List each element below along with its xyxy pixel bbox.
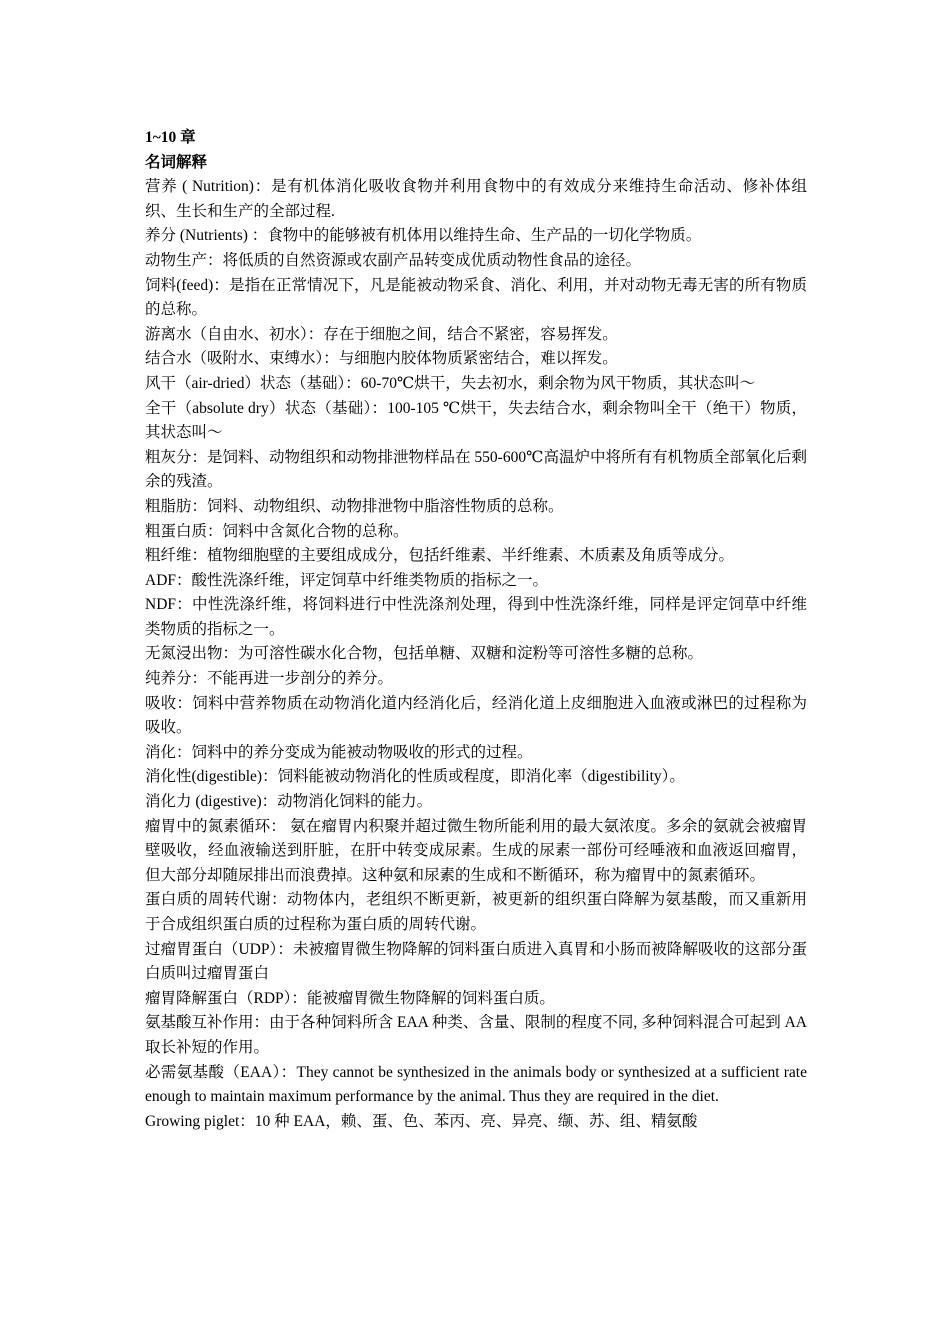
definition-growing-piglet: Growing piglet：10 种 EAA，赖、蛋、色、苯丙、亮、异亮、缬、苏、组、精氨酸 [145, 1112, 698, 1130]
definition-crude-fat: 粗脂肪：饲料、动物组织、动物排泄物中脂溶性物质的总称。 [145, 497, 564, 515]
definition-protein-turnover: 蛋白质的周转代谢：动物体内，老组织不断更新，被更新的组织蛋白降解为氨基酸，而又重新用于合成组织蛋白质的过程称为蛋白质的周转代谢。 [145, 891, 807, 933]
definition-udp: 过瘤胃蛋白（UDP）：未被瘤胃微生物降解的饲料蛋白质进入真胃和小肠而被降解吸收的这部分蛋白质叫过瘤胃蛋白 [145, 940, 807, 983]
definition-digestive: 消化力 (digestive)：动物消化饲料的能力。 [145, 793, 433, 811]
definition-digestion: 消化：饲料中的养分变成为能被动物吸收的形式的过程。 [145, 743, 533, 761]
definition-ndf: NDF：中性洗涤纤维，将饲料进行中性洗涤剂处理，得到中性洗涤纤维，同样是评定饲草中纤维类物质的指标之一。 [145, 596, 807, 638]
definitions-list [145, 175, 807, 1134]
definition-bound-water: 结合水（吸附水、束缚水）：与细胞内胶体物质紧密结合，难以挥发。 [145, 350, 618, 368]
definition-animal-production: 动物生产：将低质的自然资源或农副产品转变成优质动物性食品的途径。 [145, 251, 642, 269]
definition-nfe: 无氮浸出物：为可溶性碳水化合物，包括单糖、双糖和淀粉等可溶性多糖的总称。 [145, 645, 704, 663]
chapter-heading: 1~10 章 [145, 129, 196, 146]
definition-free-water: 游离水（自由水、初水）：存在于细胞之间，结合不紧密，容易挥发。 [145, 325, 618, 343]
definition-eaa: 必需氨基酸（EAA）：They cannot be synthesized in the animals body or synthesized at a sufficient rate enough to maintain maximum performance by the animal. Thus they are required in the diet. [145, 1063, 807, 1106]
definition-digestible: 消化性(digestible)：饲料能被动物消化的性质或程度，即消化率（digestibility）。 [145, 768, 685, 786]
definition-aa-complementation: 氨基酸互补作用：由于各种饲料所含 EAA 种类、含量、限制的程度不同, 多种饲料混合可起到 AA 取长补短的作用。 [145, 1014, 807, 1056]
definition-absorption: 吸收：饲料中营养物质在动物消化道内经消化后，经消化道上皮细胞进入血液或淋巴的过程称为吸收。 [145, 694, 807, 737]
definition-crude-ash: 粗灰分：是饲料、动物组织和动物排泄物样品在 550-600℃高温炉中将所有有机物质全部氧化后剩余的残渣。 [145, 448, 807, 491]
definition-nutrition: 营养 ( Nutrition)：是有机体消化吸收食物并利用食物中的有效成分来维持生命活动、修补体组织、生长和生产的全部过程. [145, 178, 807, 220]
definition-pure-nutrient: 纯养分：不能再进一步剖分的养分。 [145, 670, 394, 688]
definition-crude-fiber: 粗纤维：植物细胞壁的主要组成成分，包括纤维素、半纤维素、木质素及角质等成分。 [145, 547, 735, 565]
definition-absolute-dry: 全干（absolute dry）状态（基础）：100-105 ℃烘干，失去结合水，剩余物叫全干（绝干）物质，其状态叫～ [145, 399, 807, 442]
definition-air-dried: 风干（air-dried）状态（基础）：60-70℃烘干，失去初水，剩余物为风干物质，其状态叫～ [145, 374, 756, 392]
definition-crude-protein: 粗蛋白质：饲料中含氮化合物的总称。 [145, 522, 409, 540]
document-page [145, 126, 807, 1134]
definition-nutrients: 养分 (Nutrients) ：食物中的能够被有机体用以维持生命、生产品的一切化学物质。 [145, 227, 702, 245]
definition-adf: ADF：酸性洗涤纤维，评定饲草中纤维类物质的指标之一。 [145, 571, 549, 589]
section-heading: 名词解释 [145, 153, 208, 171]
definition-rumen-nitrogen-cycle: 瘤胃中的氮素循环： 氨在瘤胃内积聚并超过微生物所能利用的最大氨浓度。多余的氨就会被瘤胃壁吸收，经血液输送到肝脏，在肝中转变成尿素。生成的尿素一部份可经唾液和血液返回瘤胃，但大部分却随尿排出而浪费掉。这种氨和尿素的生成和不断循环，称为瘤胃中的氮素循环。 [145, 817, 807, 884]
definition-feed: 饲料(feed)：是指在正常情况下，凡是能被动物采食、消化、利用，并对动物无毒无害的所有物质的总称。 [145, 276, 807, 319]
definition-rdp: 瘤胃降解蛋白（RDP）：能被瘤胃微生物降解的饲料蛋白质。 [145, 989, 555, 1007]
